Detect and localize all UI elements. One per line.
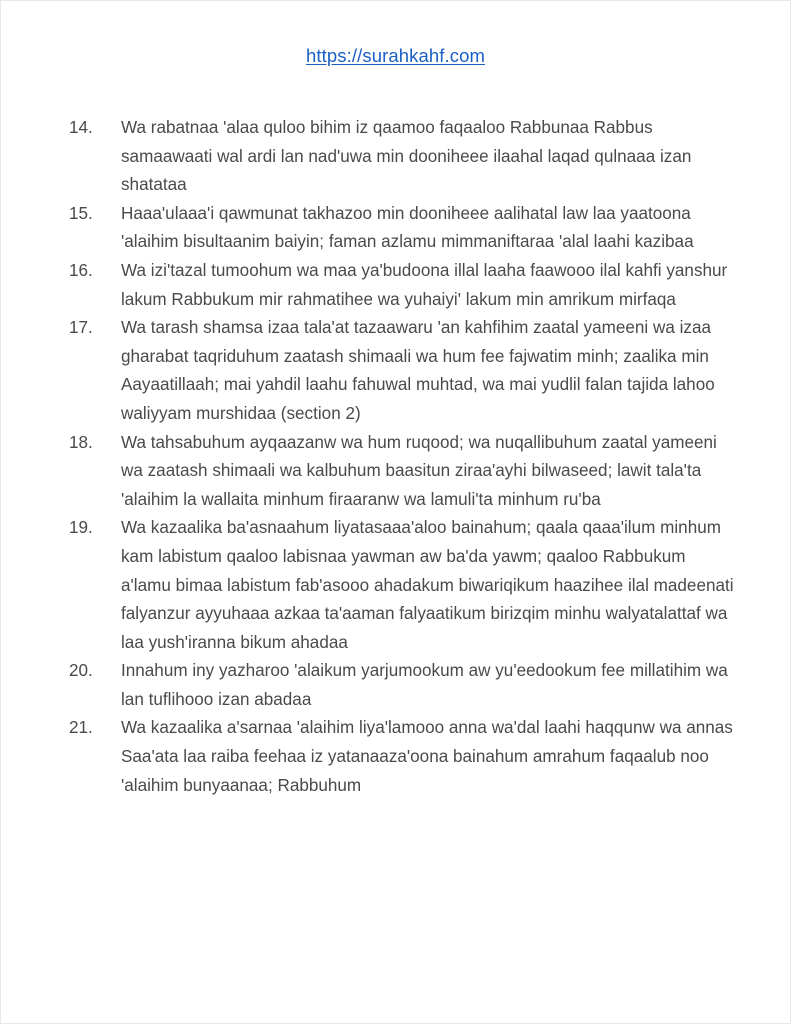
- verse-text: Innahum iny yazharoo 'alaikum yarjumookum aw yu'eedookum fee millatihim wa lan tuflihooo izan abadaa: [121, 661, 728, 709]
- verse-text: Wa kazaalika a'sarnaa 'alaihim liya'lamooo anna wa'dal laahi haqqunw wa annas Saa'ata laa raiba feehaa iz yatanaaza'oona bainahum amrahum faqaalub noo 'alaihim bunyaanaa; Rabbuhum: [121, 718, 733, 795]
- verse-text: Wa tahsabuhum ayqaazanw wa hum ruqood; wa nuqallibuhum zaatal yameeni wa zaatash shimaali wa kalbuhum baasitun ziraa'ayhi bilwaseed; lawit tala'ta 'alaihim la wallaita minhum firaaranw wa lamuli'ta minhum ru'ba: [121, 432, 717, 509]
- list-item: [69, 257, 738, 314]
- list-item: [69, 657, 738, 714]
- verse-number: 21.: [69, 718, 93, 738]
- verse-number: 16.: [69, 260, 93, 280]
- verse-number: 18.: [69, 432, 93, 452]
- list-item: [69, 314, 738, 428]
- verse-text: Wa rabatnaa 'alaa quloo bihim iz qaamoo faqaaloo Rabbunaa Rabbus samaawaati wal ardi lan nad'uwa min dooniheee ilaahal laqad qulnaaa izan shatataa: [121, 118, 692, 195]
- list-item: [69, 714, 738, 800]
- verse-number: 19.: [69, 518, 93, 538]
- verse-text: Haaa'ulaaa'i qawmunat takhazoo min dooniheee aalihatal law laa yaatoona 'alaihim bisultaanim baiyin; faman azlamu mimmaniftaraa 'alal laahi kazibaa: [121, 203, 694, 252]
- verse-number: 14.: [69, 118, 93, 137]
- document-body: [1, 114, 790, 800]
- list-item: [69, 200, 738, 257]
- page-header: [1, 1, 790, 67]
- verse-number: 15.: [69, 203, 93, 223]
- verse-number: 20.: [69, 661, 93, 681]
- list-item: [69, 514, 738, 657]
- verse-text: Wa kazaalika ba'asnaahum liyatasaaa'aloo bainahum; qaala qaaa'ilum minhum kam labistum qaaloo labisnaa yawman aw ba'da yawm; qaaloo Rabbukum a'lamu bimaa labistum fab'asooo ahadakum biwariqikum haazihee ilal madeenati falyanzur ayyuhaaa azkaa ta'aaman falyaatikum birizqim minhu walyatalattaf wa laa yush'iranna bikum ahadaa: [121, 518, 734, 652]
- verse-number: 17.: [69, 318, 93, 338]
- site-url-link[interactable]: https://surahkahf.com: [306, 45, 485, 66]
- verse-text: Wa izi'tazal tumoohum wa maa ya'budoona illal laaha faawooo ilal kahfi yanshur lakum Rabbukum mir rahmatihee wa yuhaiyi' lakum min amrikum mirfaqa: [121, 260, 728, 309]
- list-item: [69, 429, 738, 515]
- verse-list: [69, 114, 738, 800]
- verse-text: Wa tarash shamsa izaa tala'at tazaawaru 'an kahfihim zaatal yameeni wa izaa gharabat taqriduhum zaatash shimaali wa hum fee fajwatim minh; zaalika min Aayaatillaah; mai yahdil laahu fahuwal muhtad, wa mai yudlil falan tajida lahoo waliyyam murshidaa (section 2): [121, 318, 715, 423]
- list-item: [69, 114, 738, 200]
